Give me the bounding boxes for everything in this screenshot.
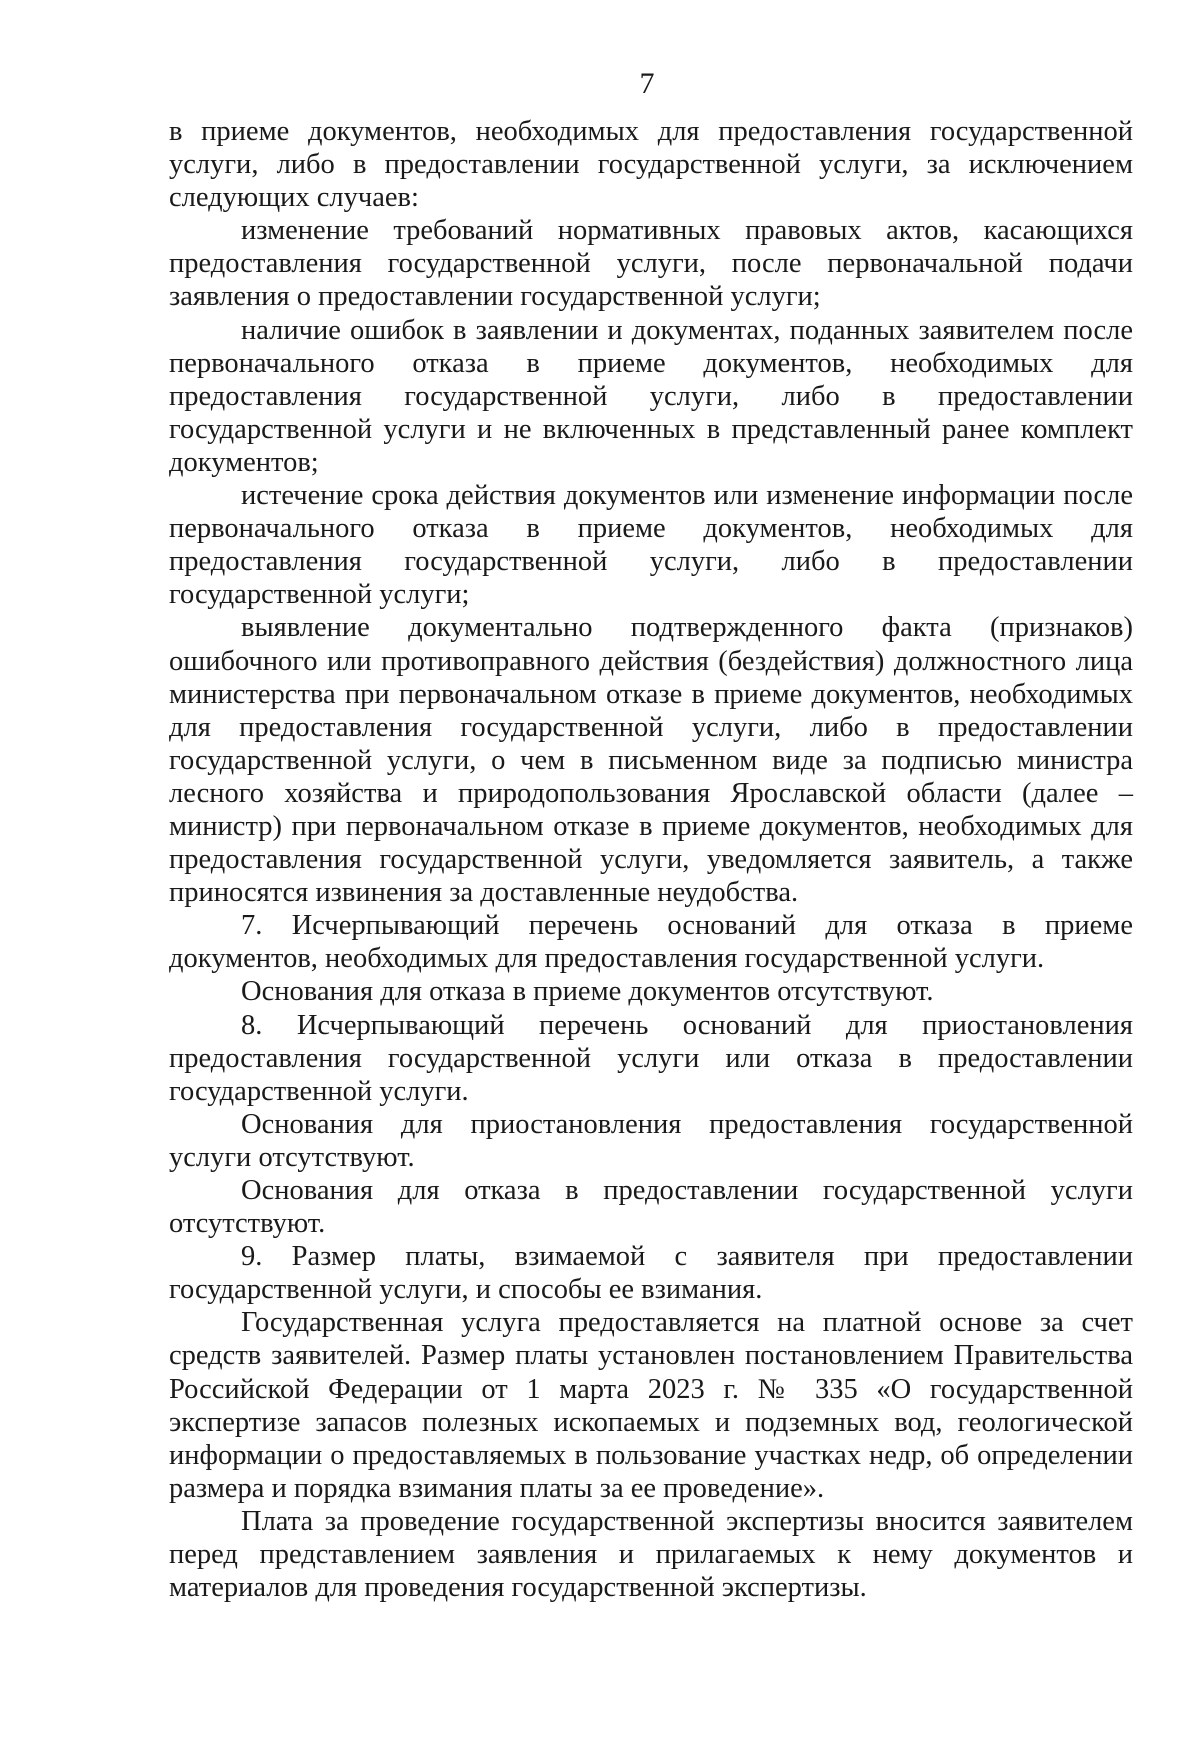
paragraph-section-8-suspension: Основания для приостановления предоставления государственной услуги отсутствуют. [169,1108,1133,1173]
paragraph-section-9-payment: Плата за проведение государственной экспертизы вносится заявителем перед представлением заявления и прилагаемых к нему документов и материалов для проведения государственной экспертизы. [169,1505,1133,1604]
paragraph-section-9-heading: 9. Размер платы, взимаемой с заявителя при предоставлении государственной услуги, и способы ее взимания. [169,1241,1133,1306]
document-body [169,115,1133,1604]
paragraph-section-7-text: Основания для отказа в приеме документов отсутствуют. [241,976,934,1008]
paragraph-continuation: в приеме документов, необходимых для предоставления государственной услуги, либо в предоставлении государственной услуги, за исключением следующих случаев: [169,116,1133,214]
paragraph-section-7-heading: 7. Исчерпывающий перечень оснований для отказа в приеме документов, необходимых для предоставления государственной услуги. [169,910,1133,975]
paragraph-case-misconduct: выявление документально подтвержденного факта (признаков) ошибочного или противоправного действия (бездействия) должностного лица министерства при первоначальном отказе в приеме документов, необходимых для предоставления государственной услуги, либо в предоставлении государственной услуги, о чем в письменном виде за подписью министра лесного хозяйства и природопользования Ярославской области (далее – министр) при первоначальном отказе в приеме документов, необходимых для предоставления государственной услуги, уведомляется заявитель, а также приносятся извинения за доставленные неудобства. [169,612,1133,909]
page-number: 7 [639,67,655,100]
paragraph-section-8-refusal: Основания для отказа в предоставлении государственной услуги отсутствуют. [169,1175,1133,1240]
paragraph-case-errors: наличие ошибок в заявлении и документах, поданных заявителем после первоначального отказа в приеме документов, необходимых для предоставления государственной услуги, либо в предоставлении государственной услуги и не включенных в представленный ранее комплект документов; [169,314,1133,478]
paragraph-section-8-heading: 8. Исчерпывающий перечень оснований для приостановления предоставления государственной услуги или отказа в предоставлении государственной услуги. [169,1009,1133,1107]
paragraph-section-9-fee-basis: Государственная услуга предоставляется на платной основе за счет средств заявителей. Размер платы установлен постановлением Правительства Российской Федерации от 1 марта 2023 г. № 335 «О государственной экспертизе запасов полезных ископаемых и подземных вод, геологической информации о предоставляемых в пользование участках недр, об определении размера и порядка взимания платы за ее проведение». [169,1307,1133,1504]
paragraph-case-requirements-change: изменение требований нормативных правовых актов, касающихся предоставления государственной услуги, после первоначальной подачи заявления о предоставлении государственной услуги; [169,215,1133,313]
paragraph-case-expiration: истечение срока действия документов или изменение информации после первоначального отказа в приеме документов, необходимых для предоставления государственной услуги, либо в предоставлении государственной услуги; [169,480,1133,611]
